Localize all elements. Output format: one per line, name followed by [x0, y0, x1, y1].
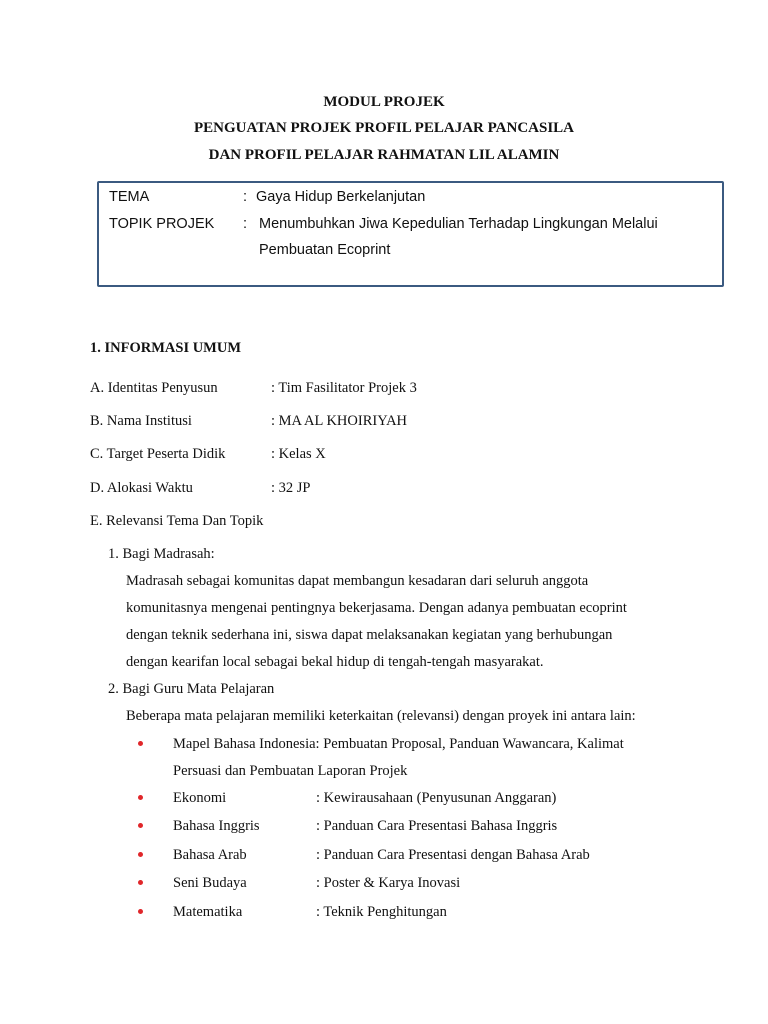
tema-colon: : [243, 189, 248, 205]
bullet-icon [138, 795, 143, 800]
subject-name: Matematika [173, 904, 243, 920]
subject-bahasa-indonesia-line-2: Persuasi dan Pembuatan Laporan Projek [173, 763, 408, 779]
subject-detail: : Panduan Cara Presentasi dengan Bahasa Arab [316, 847, 590, 863]
topik-row-continued [109, 240, 709, 260]
field-value-target: : Kelas X [271, 446, 326, 462]
section-heading-informasi-umum: 1. INFORMASI UMUM [90, 340, 242, 356]
document-subtitle-1: PENGUATAN PROJEK PROFIL PELAJAR PANCASILA [193, 120, 575, 136]
topik-colon: : [243, 216, 248, 232]
subject-name: Seni Budaya [173, 875, 247, 891]
tema-label: TEMA [109, 189, 150, 205]
subject-detail: : Panduan Cara Presentasi Bahasa Inggris [316, 818, 558, 834]
topik-value-line-2: Pembuatan Ecoprint [259, 242, 391, 258]
bullet-icon [138, 880, 143, 885]
subject-detail: : Teknik Penghitungan [316, 904, 447, 920]
theme-topic-box [97, 181, 724, 287]
topik-value-line-1: Menumbuhkan Jiwa Kepedulian Terhadap Lingkungan Melalui [259, 216, 658, 232]
bullet-icon [138, 852, 143, 857]
bullet-icon [138, 909, 143, 914]
madrasah-line: komunitasnya mengenai pentingnya bekerjasama. Dengan adanya pembuatan ecoprint [126, 600, 627, 616]
subject-detail: : Kewirausahaan (Penyusunan Anggaran) [316, 790, 557, 806]
guru-intro: Beberapa mata pelajaran memiliki keterkaitan (relevansi) dengan proyek ini antara lain: [126, 708, 636, 724]
subject-name: Ekonomi [173, 790, 227, 806]
subject-name: Bahasa Inggris [173, 818, 260, 834]
madrasah-line: dengan kearifan local sebagai bekal hidup di tengah-tengah masyarakat. [126, 654, 544, 670]
field-label-identitas: A. Identitas Penyusun [90, 380, 218, 396]
madrasah-heading: 1. Bagi Madrasah: [108, 546, 215, 562]
field-label-alokasi: D. Alokasi Waktu [90, 480, 193, 496]
madrasah-line: Madrasah sebagai komunitas dapat membangun kesadaran dari seluruh anggota [126, 573, 589, 589]
topik-row [109, 214, 709, 234]
relevansi-heading: E. Relevansi Tema Dan Topik [90, 513, 264, 529]
document-title: MODUL PROJEK [323, 94, 445, 110]
bullet-icon [138, 823, 143, 828]
subject-detail: : Poster & Karya Inovasi [316, 875, 461, 891]
subject-bahasa-indonesia-line-1: Mapel Bahasa Indonesia: Pembuatan Proposal, Panduan Wawancara, Kalimat [173, 736, 624, 752]
madrasah-line: dengan teknik sederhana ini, siswa dapat melaksanakan kegiatan yang berhubungan [126, 627, 613, 643]
guru-heading: 2. Bagi Guru Mata Pelajaran [108, 681, 275, 697]
bullet-icon [138, 741, 143, 746]
subject-name: Bahasa Arab [173, 847, 247, 863]
field-value-identitas: : Tim Fasilitator Projek 3 [271, 380, 417, 396]
field-value-alokasi: : 32 JP [271, 480, 311, 496]
document-subtitle-2: DAN PROFIL PELAJAR RAHMATAN LIL ALAMIN [208, 147, 560, 163]
field-value-institusi: : MA AL KHOIRIYAH [271, 413, 408, 429]
topik-label: TOPIK PROJEK [109, 216, 215, 232]
tema-row [109, 187, 709, 207]
field-label-target: C. Target Peserta Didik [90, 446, 226, 462]
tema-value: Gaya Hidup Berkelanjutan [256, 189, 426, 205]
field-label-institusi: B. Nama Institusi [90, 413, 192, 429]
